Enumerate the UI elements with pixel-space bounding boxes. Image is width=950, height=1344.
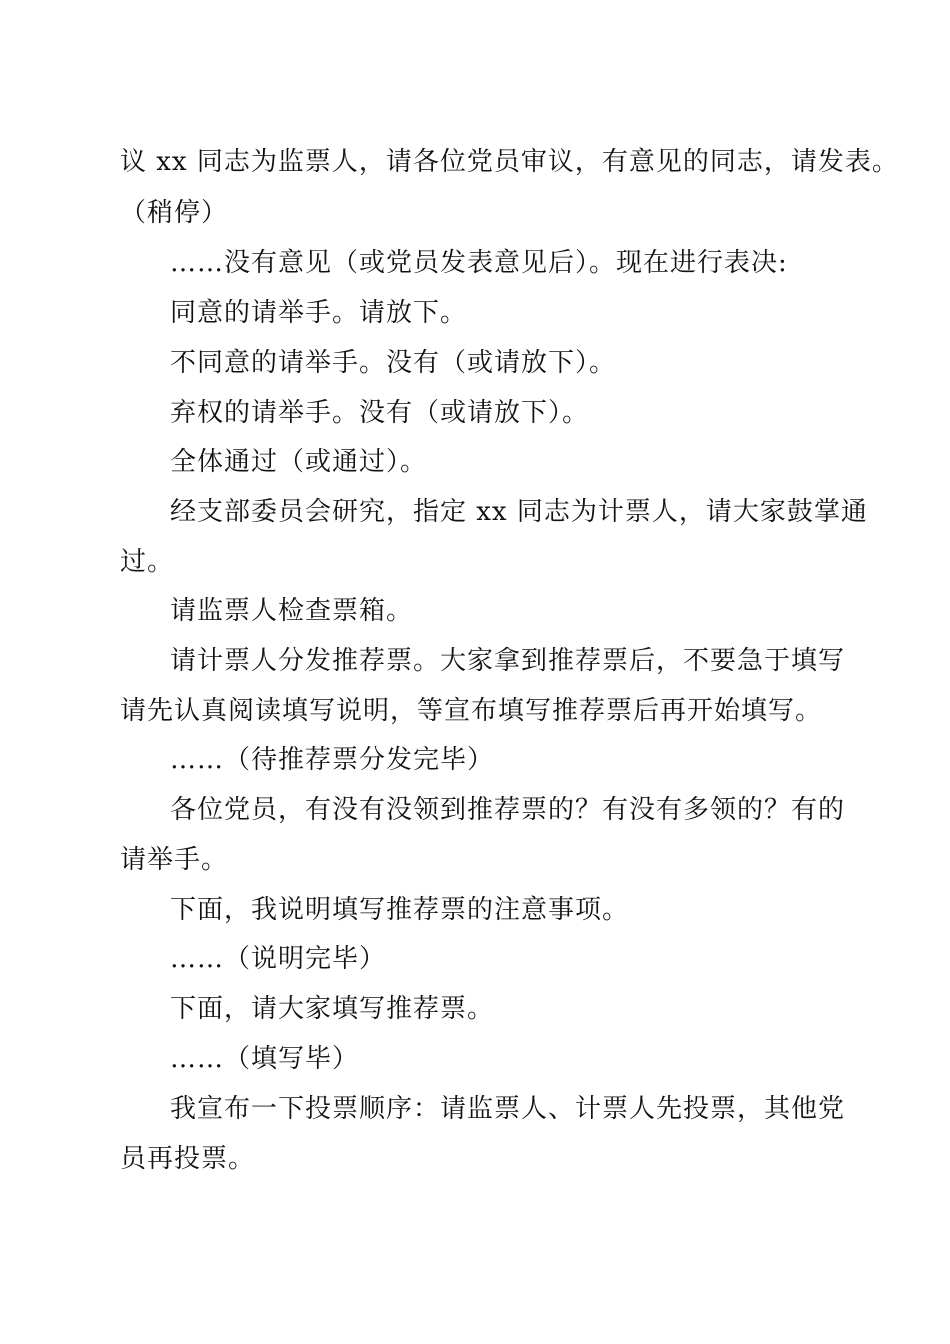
text-line: ……没有意见（或党员发表意见后）。现在进行表决: — [170, 248, 788, 278]
text-line: 下面，请大家填写推荐票。 — [170, 994, 495, 1024]
text-line: 议 xx 同志为监票人，请各位党员审议，有意见的同志，请发表。 — [120, 147, 899, 177]
text-line: 同意的请举手。请放下。 — [170, 298, 468, 328]
text-line: 请计票人分发推荐票。大家拿到推荐票后，不要急于填写 — [170, 646, 846, 676]
text-line: 请举手。 — [120, 845, 229, 875]
text-line: ……（填写毕） — [170, 1044, 360, 1074]
text-line: 经支部委员会研究，指定 xx 同志为计票人，请大家鼓掌通 — [170, 497, 868, 527]
text-line: 全体通过（或通过）。 — [170, 447, 428, 477]
text-line: 请先认真阅读填写说明，等宣布填写推荐票后再开始填写。 — [120, 696, 823, 726]
text-line: （稍停） — [120, 198, 229, 228]
text-line: 各位党员，有没有没领到推荐票的？有没有多领的？有的 — [170, 795, 846, 825]
text-line: ……（说明完毕） — [170, 944, 387, 974]
text-line: 弃权的请举手。没有（或请放下）。 — [170, 398, 590, 428]
text-line: 我宣布一下投票顺序：请监票人、计票人先投票，其他党 — [170, 1094, 846, 1124]
text-line: 员再投票。 — [120, 1144, 256, 1174]
text-line: 请监票人检查票箱。 — [170, 596, 414, 626]
text-line: 过。 — [120, 547, 175, 577]
text-line: 下面，我说明填写推荐票的注意事项。 — [170, 895, 630, 925]
text-line: 不同意的请举手。没有（或请放下）。 — [170, 348, 617, 378]
text-line: ……（待推荐票分发完毕） — [170, 745, 495, 775]
